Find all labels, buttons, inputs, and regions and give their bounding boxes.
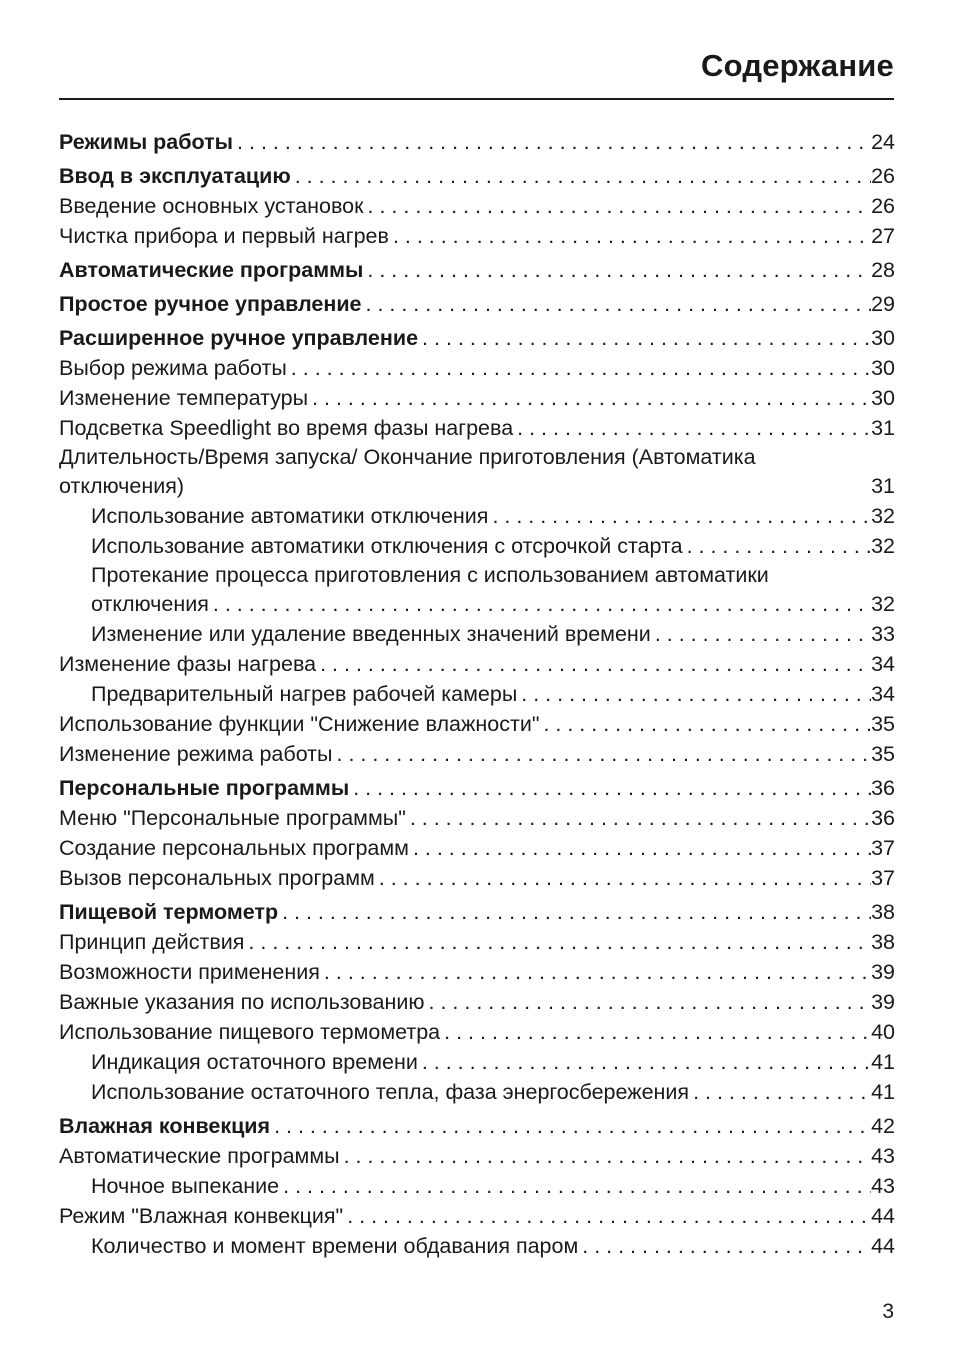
toc-entry-page: 39	[871, 960, 895, 984]
toc-entry-label: Изменение режима работы	[59, 742, 333, 766]
dot-leader	[425, 987, 872, 1017]
toc-entry-label: Предварительный нагрев рабочей камеры	[91, 682, 518, 706]
page-title: Содержание	[701, 48, 894, 83]
toc-entry[interactable]	[59, 413, 895, 443]
toc-entry[interactable]	[59, 927, 895, 957]
dot-leader	[418, 323, 871, 353]
toc-entry-page: 36	[871, 776, 895, 800]
toc-entry-label: Изменение температуры	[59, 386, 309, 410]
toc-entry-label: Меню "Персональные программы"	[59, 806, 406, 830]
dot-leader	[389, 221, 871, 251]
toc-entry-page: 41	[871, 1080, 895, 1104]
toc-entry-page: 36	[871, 806, 895, 830]
dot-leader	[278, 897, 871, 927]
toc-entry-label: Ночное выпекание	[91, 1174, 280, 1198]
dot-leader	[651, 619, 871, 649]
toc-entry-page: 34	[871, 682, 895, 706]
toc-entry[interactable]	[59, 127, 895, 157]
toc-entry-page: 30	[871, 326, 895, 350]
toc-entry-label: Изменение фазы нагрева	[59, 652, 317, 676]
dot-leader	[683, 531, 872, 561]
dot-leader	[440, 1017, 871, 1047]
toc-entry-page: 28	[871, 258, 895, 282]
toc-entry-page: 42	[871, 1114, 895, 1138]
dot-leader	[689, 1077, 871, 1107]
dot-leader	[362, 289, 872, 319]
toc-entry-page: 43	[871, 1144, 895, 1168]
toc-entry[interactable]	[59, 1141, 895, 1171]
toc-entry-label: Расширенное ручное управление	[59, 326, 419, 350]
toc-entry[interactable]	[59, 221, 895, 251]
toc-entry[interactable]	[59, 739, 895, 769]
dot-leader	[333, 739, 872, 769]
toc-entry-label: Использование пищевого термометра	[59, 1020, 441, 1044]
toc-entry[interactable]	[59, 619, 895, 649]
toc-entry[interactable]	[59, 957, 895, 987]
toc-entry-label: Выбор режима работы	[59, 356, 287, 380]
dot-leader	[375, 863, 871, 893]
toc-entry-label: Использование остаточного тепла, фаза энергосбережения	[91, 1080, 690, 1104]
toc-entry-page: 33	[871, 622, 895, 646]
toc-entry-label: Влажная конвекция	[59, 1114, 271, 1138]
toc-entry[interactable]	[59, 323, 895, 353]
toc-entry[interactable]	[59, 803, 895, 833]
toc-entry[interactable]	[59, 709, 895, 739]
toc-entry-label: Вызов персональных программ	[59, 866, 375, 890]
dot-leader	[363, 255, 871, 285]
toc-entry-page: 29	[871, 292, 895, 316]
toc-entry[interactable]	[59, 191, 895, 221]
toc-entry-label: Использование автоматики отключения	[91, 504, 489, 528]
toc-entry-label: Индикация остаточного времени	[91, 1050, 418, 1074]
toc-entry-label: Чистка прибора и первый нагрев	[59, 224, 389, 248]
dot-leader	[244, 927, 871, 957]
toc-entry-label: Изменение или удаление введенных значений времени	[91, 622, 651, 646]
toc-entry[interactable]	[59, 443, 895, 501]
toc-entry-page: 32	[871, 534, 895, 558]
dot-leader	[539, 709, 871, 739]
toc-entry-label: Возможности применения	[59, 960, 320, 984]
toc-entry[interactable]	[59, 289, 895, 319]
dot-leader	[270, 1111, 871, 1141]
toc-entry-page: 26	[871, 164, 895, 188]
dot-leader	[513, 413, 871, 443]
toc-entry-label: Длительность/Время запуска/ Окончание приготовления (Автоматика	[59, 445, 756, 469]
dot-leader	[291, 161, 871, 191]
toc-entry[interactable]	[59, 987, 895, 1017]
toc-entry-page: 30	[871, 386, 895, 410]
toc-entry-label: Создание персональных программ	[59, 836, 409, 860]
toc-entry-label: Использование автоматики отключения с отсрочкой старта	[91, 534, 683, 558]
toc-entry[interactable]	[59, 773, 895, 803]
toc-entry-label-continued: отключения	[91, 592, 209, 616]
dot-leader	[287, 353, 871, 383]
dot-leader	[578, 1231, 871, 1261]
toc-entry[interactable]	[59, 161, 895, 191]
toc-entry-page: 41	[871, 1050, 895, 1074]
dot-leader	[340, 1141, 872, 1171]
toc-entry[interactable]	[59, 1017, 895, 1047]
toc-entry[interactable]	[59, 561, 895, 619]
dot-leader	[343, 1201, 871, 1231]
toc-entry[interactable]	[59, 1231, 895, 1261]
toc-entry-page: 37	[871, 836, 895, 860]
dot-leader	[320, 957, 871, 987]
toc-entry[interactable]	[59, 1111, 895, 1141]
toc-entry-page: 27	[871, 224, 895, 248]
dot-leader	[517, 679, 871, 709]
toc-entry-page: 35	[871, 712, 895, 736]
toc-entry-page: 32	[871, 504, 895, 528]
toc-entry[interactable]	[59, 833, 895, 863]
toc-entry[interactable]	[59, 863, 895, 893]
toc-entry[interactable]	[59, 1171, 895, 1201]
toc-entry-page: 30	[871, 356, 895, 380]
toc-entry[interactable]	[59, 383, 895, 413]
toc-entry-page: 32	[871, 592, 895, 616]
toc-entry-page: 37	[871, 866, 895, 890]
toc-entry-label: Использование функции "Снижение влажности"	[59, 712, 540, 736]
toc-entry[interactable]	[59, 1077, 895, 1107]
toc-entry[interactable]	[59, 897, 895, 927]
toc-entry-label: Важные указания по использованию	[59, 990, 425, 1014]
toc-entry-page: 38	[871, 930, 895, 954]
toc-entry[interactable]	[59, 649, 895, 679]
toc-entry-label: Режим "Влажная конвекция"	[59, 1204, 344, 1228]
dot-leader	[406, 803, 871, 833]
toc-entry-label: Простое ручное управление	[59, 292, 362, 316]
toc-entry-page: 24	[871, 130, 895, 154]
toc-entry-label: Режимы работы	[59, 130, 234, 154]
toc-entry[interactable]	[59, 1047, 895, 1077]
dot-leader	[316, 649, 871, 679]
dot-leader	[209, 589, 871, 619]
dot-leader	[488, 501, 871, 531]
dot-leader	[279, 1171, 871, 1201]
dot-leader	[349, 773, 871, 803]
toc-entry-label: Количество и момент времени обдавания паром	[91, 1234, 579, 1258]
toc-entry-label: Протекание процесса приготовления с использованием автоматики	[91, 563, 769, 587]
table-of-contents	[59, 127, 895, 1261]
toc-entry-label: Принцип действия	[59, 930, 245, 954]
toc-entry-label: Ввод в эксплуатацию	[59, 164, 291, 188]
page-number: 3	[882, 1300, 894, 1323]
toc-entry-page: 31	[871, 474, 895, 498]
toc-entry-page: 44	[871, 1204, 895, 1228]
toc-entry-label: Автоматические программы	[59, 258, 364, 282]
toc-entry[interactable]	[59, 353, 895, 383]
dot-leader	[364, 191, 872, 221]
dot-leader	[409, 833, 871, 863]
toc-entry-label: Подсветка Speedlight во время фазы нагрева	[59, 416, 514, 440]
dot-leader	[233, 127, 871, 157]
toc-entry-page: 26	[871, 194, 895, 218]
toc-entry-label: Введение основных установок	[59, 194, 364, 218]
toc-entry-page: 31	[871, 416, 895, 440]
toc-entry[interactable]	[59, 531, 895, 561]
dot-leader	[418, 1047, 871, 1077]
toc-entry-page: 40	[871, 1020, 895, 1044]
toc-entry-page: 44	[871, 1234, 895, 1258]
dot-leader	[308, 383, 871, 413]
toc-entry-page: 43	[871, 1174, 895, 1198]
toc-entry-label-continued: отключения)	[59, 474, 185, 498]
toc-entry[interactable]	[59, 679, 895, 709]
title-divider	[59, 98, 894, 100]
toc-entry-page: 34	[871, 652, 895, 676]
toc-entry-label: Пищевой термометр	[59, 900, 279, 924]
toc-entry[interactable]	[59, 1201, 895, 1231]
toc-entry-page: 38	[871, 900, 895, 924]
toc-entry-page: 35	[871, 742, 895, 766]
toc-entry-label: Персональные программы	[59, 776, 350, 800]
toc-entry-page: 39	[871, 990, 895, 1014]
toc-entry-label: Автоматические программы	[59, 1144, 340, 1168]
toc-entry[interactable]	[59, 501, 895, 531]
toc-entry[interactable]	[59, 255, 895, 285]
